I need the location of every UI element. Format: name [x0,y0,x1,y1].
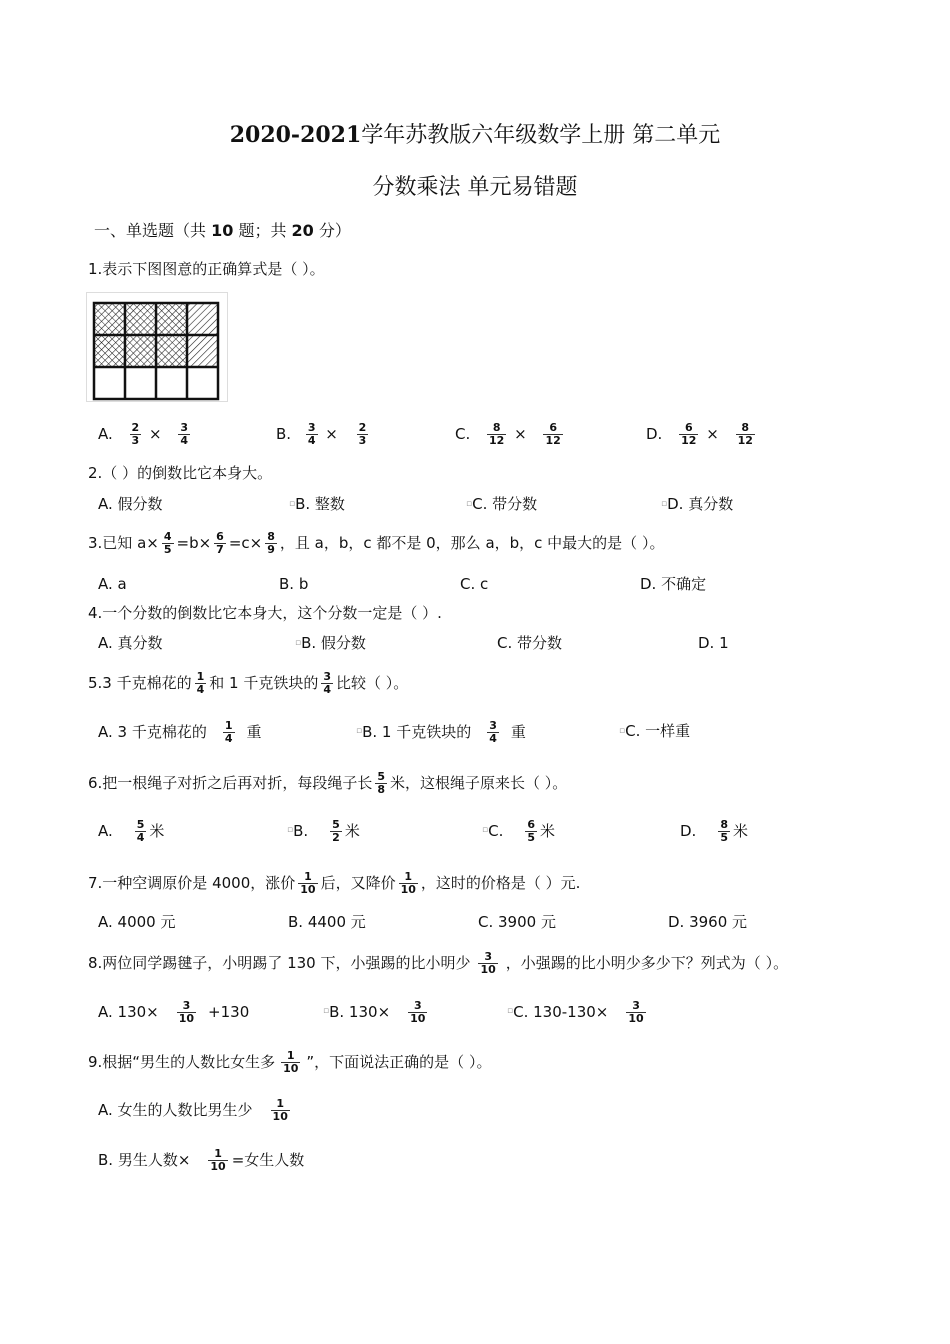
q4-option-d[interactable]: D. 1 [698,634,729,652]
fraction: $\frac{5}{4}$ [136,818,145,844]
q7-option-b[interactable]: B. 4400 元 [288,913,366,931]
q2-option-c[interactable]: ▫C. 带分数 [466,495,538,513]
fraction: $\frac{6}{7}$ [216,530,224,556]
title-main: 学年苏教版六年级数学上册 第二单元 [361,123,721,148]
q6-option-a[interactable]: A. $\frac{5}{4}$ 米 [98,818,165,844]
question-1-figure [86,292,228,402]
fraction: $\frac{6}{12}$ [681,421,697,447]
fraction: $\frac{1}{4}$ [196,670,205,696]
fraction: $\frac{3}{4}$ [307,421,316,447]
q5-option-a[interactable]: A. 3 千克棉花的 $\frac{1}{4}$ 重 [98,719,262,745]
q4-option-c[interactable]: C. 带分数 [497,634,563,652]
fraction: $\frac{8}{5}$ [720,818,728,844]
fraction: $\frac{1}{4}$ [224,719,233,745]
fraction: $\frac{4}{5}$ [163,530,172,556]
fraction: $\frac{6}{5}$ [527,818,536,844]
q2-option-b[interactable]: ▫B. 整数 [289,495,345,513]
fraction: $\frac{2}{3}$ [358,421,367,447]
q8-option-a[interactable]: A. 130× $\frac{3}{10}$ +130 [98,999,250,1025]
fraction: $\frac{1}{10}$ [300,870,316,896]
section-header: 一、单选题（共 10 题；共 20 分） [94,221,351,240]
fraction: $\frac{3}{10}$ [410,999,426,1025]
q4-option-b[interactable]: ▫B. 假分数 [295,634,366,652]
question-9-stem: 9.根据“男生的人数比女生多 $\frac{1}{10}$ ”，下面说法正确的是（ ）。 [88,1049,492,1075]
question-3-stem: 3.已知 a× $\frac{4}{5}$ =b× $\frac{6}{7}$ =c× $\frac{8}{9}$ ，且 a，b，c 都不是 0，那么 a，b，c 中最大的是（ ）。 [88,530,665,556]
title-year: 2020-2021 [229,122,362,148]
fraction: $\frac{3}{4}$ [489,719,497,745]
question-8-stem: 8.两位同学踢毽子，小明踢了 130 下，小强踢的比小明少 $\frac{3}{10}$ ，小强踢的比小明少多少下？列式为（ ）。 [88,950,789,976]
q9-option-b[interactable]: B. 男生人数× $\frac{1}{10}$ =女生人数 [98,1147,305,1173]
q5-option-b[interactable]: ▫B. 1 千克铁块的 $\frac{3}{4}$ 重 [356,719,526,745]
q9-option-a[interactable]: A. 女生的人数比男生少 $\frac{1}{10}$ [98,1097,288,1123]
q3-option-a[interactable]: A. a [98,575,127,593]
question-6-stem: 6.把一根绳子对折之后再对折，每段绳子长 $\frac{5}{8}$ 米，这根绳子原来长（ ）。 [88,770,568,796]
q7-option-d[interactable]: D. 3960 元 [668,913,748,931]
question-2-stem: 2.（ ）的倒数比它本身大。 [88,464,273,482]
document-subtitle: 分数乘法 单元易错题 [372,175,578,200]
fraction-grid-diagram [87,293,227,401]
fraction: $\frac{6}{12}$ [545,421,561,447]
q1-option-c[interactable]: C. $\frac{8}{12}$ × $\frac{6}{12}$ [455,421,561,447]
q1-option-a[interactable]: A. $\frac{2}{3}$ × $\frac{3}{4}$ [98,421,188,447]
fraction: $\frac{3}{4}$ [323,670,332,696]
fraction: $\frac{5}{8}$ [377,770,385,796]
section-score: 20 [291,221,314,240]
fraction: $\frac{5}{2}$ [332,818,340,844]
fraction: $\frac{1}{10}$ [272,1097,288,1123]
q2-option-a[interactable]: A. 假分数 [98,495,163,513]
q1-option-d[interactable]: D. $\frac{6}{12}$ × $\frac{8}{12}$ [646,421,753,447]
q6-option-b[interactable]: ▫B. $\frac{5}{2}$ 米 [287,818,360,844]
q7-option-a[interactable]: A. 4000 元 [98,913,176,931]
q4-option-a[interactable]: A. 真分数 [98,634,163,652]
question-1-stem: 1.表示下图图意的正确算式是（ ）。 [88,260,325,278]
q8-option-b[interactable]: ▫B. 130× $\frac{3}{10}$ [323,999,426,1025]
question-7-stem: 7.一种空调原价是 4000，涨价 $\frac{1}{10}$ 后，又降价 $\frac{1}{10}$ ，这时的价格是（ ）元. [88,870,581,896]
q3-option-b[interactable]: B. b [279,575,309,593]
fraction: $\frac{3}{10}$ [480,950,496,976]
question-count: 10 [211,221,234,240]
fraction: $\frac{3}{4}$ [180,421,188,447]
question-5-stem: 5.3 千克棉花的 $\frac{1}{4}$ 和 1 千克铁块的 $\frac{3}{4}$ 比较（ ）。 [88,670,409,696]
fraction: $\frac{8}{12}$ [489,421,505,447]
q6-option-d[interactable]: D. $\frac{8}{5}$ 米 [680,818,748,844]
q7-option-c[interactable]: C. 3900 元 [478,913,556,931]
question-4-stem: 4.一个分数的倒数比它本身大，这个分数一定是（ ）. [88,604,442,622]
q2-option-d[interactable]: ▫D. 真分数 [661,495,734,513]
fraction: $\frac{1}{10}$ [400,870,416,896]
fraction: $\frac{3}{10}$ [178,999,195,1025]
q5-option-c[interactable]: ▫C. 一样重 [619,722,691,740]
q3-option-d[interactable]: D. 不确定 [640,575,707,593]
q8-option-c[interactable]: ▫C. 130-130× $\frac{3}{10}$ [507,999,644,1025]
fraction: $\frac{8}{12}$ [737,421,753,447]
fraction: $\frac{1}{10}$ [210,1147,226,1173]
fraction: $\frac{8}{9}$ [267,530,275,556]
q3-option-c[interactable]: C. c [460,575,489,593]
q6-option-c[interactable]: ▫C. $\frac{6}{5}$ 米 [482,818,556,844]
fraction: $\frac{1}{10}$ [283,1049,299,1075]
document-title [0,118,950,149]
q1-option-b[interactable]: B. $\frac{3}{4}$ × $\frac{2}{3}$ [276,421,367,447]
fraction: $\frac{3}{10}$ [628,999,644,1025]
fraction: $\frac{2}{3}$ [131,421,140,447]
